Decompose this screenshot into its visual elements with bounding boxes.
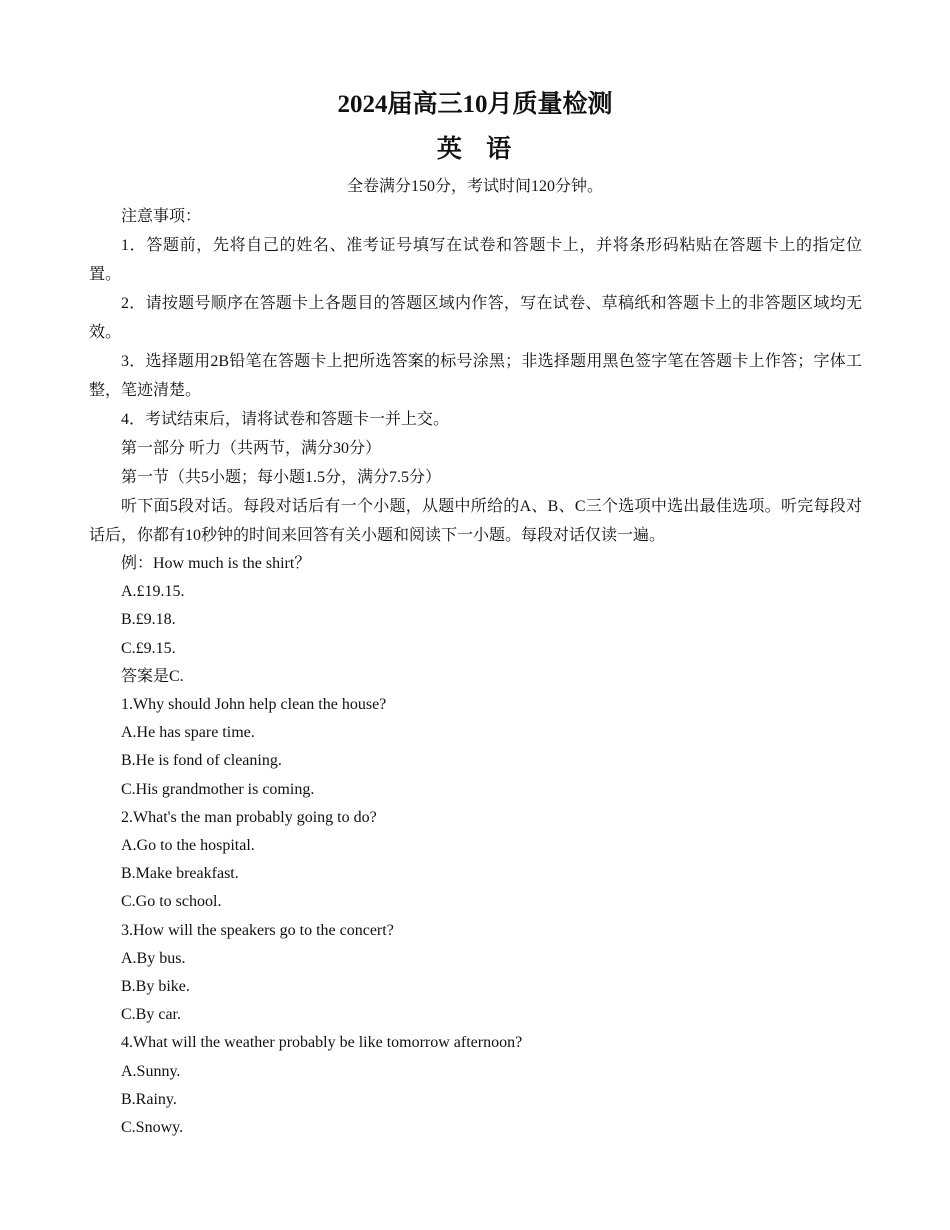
section1-heading: 第一节（共5小题；每小题1.5分，满分7.5分） xyxy=(121,469,442,486)
notice-item-3: 3．选择题用2B铅笔在答题卡上把所选答案的标号涂黑；非选择题用黑色签字笔在答题卡上作答；字体工整，笔迹清楚。 xyxy=(89,353,862,399)
example-option-c: C.£9.15. xyxy=(121,639,176,657)
question-2-option-a: A.Go to the hospital. xyxy=(121,837,255,855)
question-3: 3.How will the speakers go to the concert? xyxy=(121,921,394,939)
notice-heading: 注意事项： xyxy=(121,208,202,225)
exam-body xyxy=(89,202,862,1142)
example-option-b: B.£9.18. xyxy=(121,611,176,629)
question-2-option-b: B.Make breakfast. xyxy=(121,865,239,883)
question-4-option-a: A.Sunny. xyxy=(121,1062,181,1080)
listening-instructions: 听下面5段对话。每段对话后有一个小题，从题中所给的A、B、C三个选项中选出最佳选项。听完每段对话后，你都有10秒钟的时间来回答有关小题和阅读下一小题。每段对话仅读一遍。 xyxy=(89,498,862,544)
question-3-option-a: A.By bus. xyxy=(121,949,186,967)
question-4: 4.What will the weather probably be like tomorrow afternoon? xyxy=(121,1034,523,1052)
question-1-option-b: B.He is fond of cleaning. xyxy=(121,752,282,770)
example-question: 例：How much is the shirt？ xyxy=(121,555,311,572)
subject-title: 英 语 xyxy=(436,136,514,163)
question-2: 2.What's the man probably going to do? xyxy=(121,808,377,826)
question-3-option-c: C.By car. xyxy=(121,1006,181,1024)
question-2-option-c: C.Go to school. xyxy=(121,893,222,911)
exam-title: 2024届高三10月质量检测 xyxy=(337,91,613,118)
notice-item-4: 4．考试结束后，请将试卷和答题卡一并上交。 xyxy=(121,411,450,428)
question-4-option-b: B.Rainy. xyxy=(121,1090,177,1108)
notice-item-1: 1．答题前，先将自己的姓名、准考证号填写在试卷和答题卡上，并将条形码粘贴在答题卡上的指定位置。 xyxy=(89,237,862,283)
question-1-option-a: A.He has spare time. xyxy=(121,724,255,742)
part1-heading: 第一部分 听力（共两节，满分30分） xyxy=(121,440,382,457)
question-1-option-c: C.His grandmother is coming. xyxy=(121,780,315,798)
example-answer: 答案是C. xyxy=(121,667,184,685)
notice-item-2: 2．请按题号顺序在答题卡上各题目的答题区域内作答，写在试卷、草稿纸和答题卡上的非答题区域均无效。 xyxy=(89,295,862,341)
question-4-option-c: C.Snowy. xyxy=(121,1119,184,1137)
question-3-option-b: B.By bike. xyxy=(121,978,190,996)
example-option-a: A.£19.15. xyxy=(121,583,185,601)
question-1: 1.Why should John help clean the house? xyxy=(121,696,387,714)
score-time-note: 全卷满分150分，考试时间120分钟。 xyxy=(346,178,603,195)
